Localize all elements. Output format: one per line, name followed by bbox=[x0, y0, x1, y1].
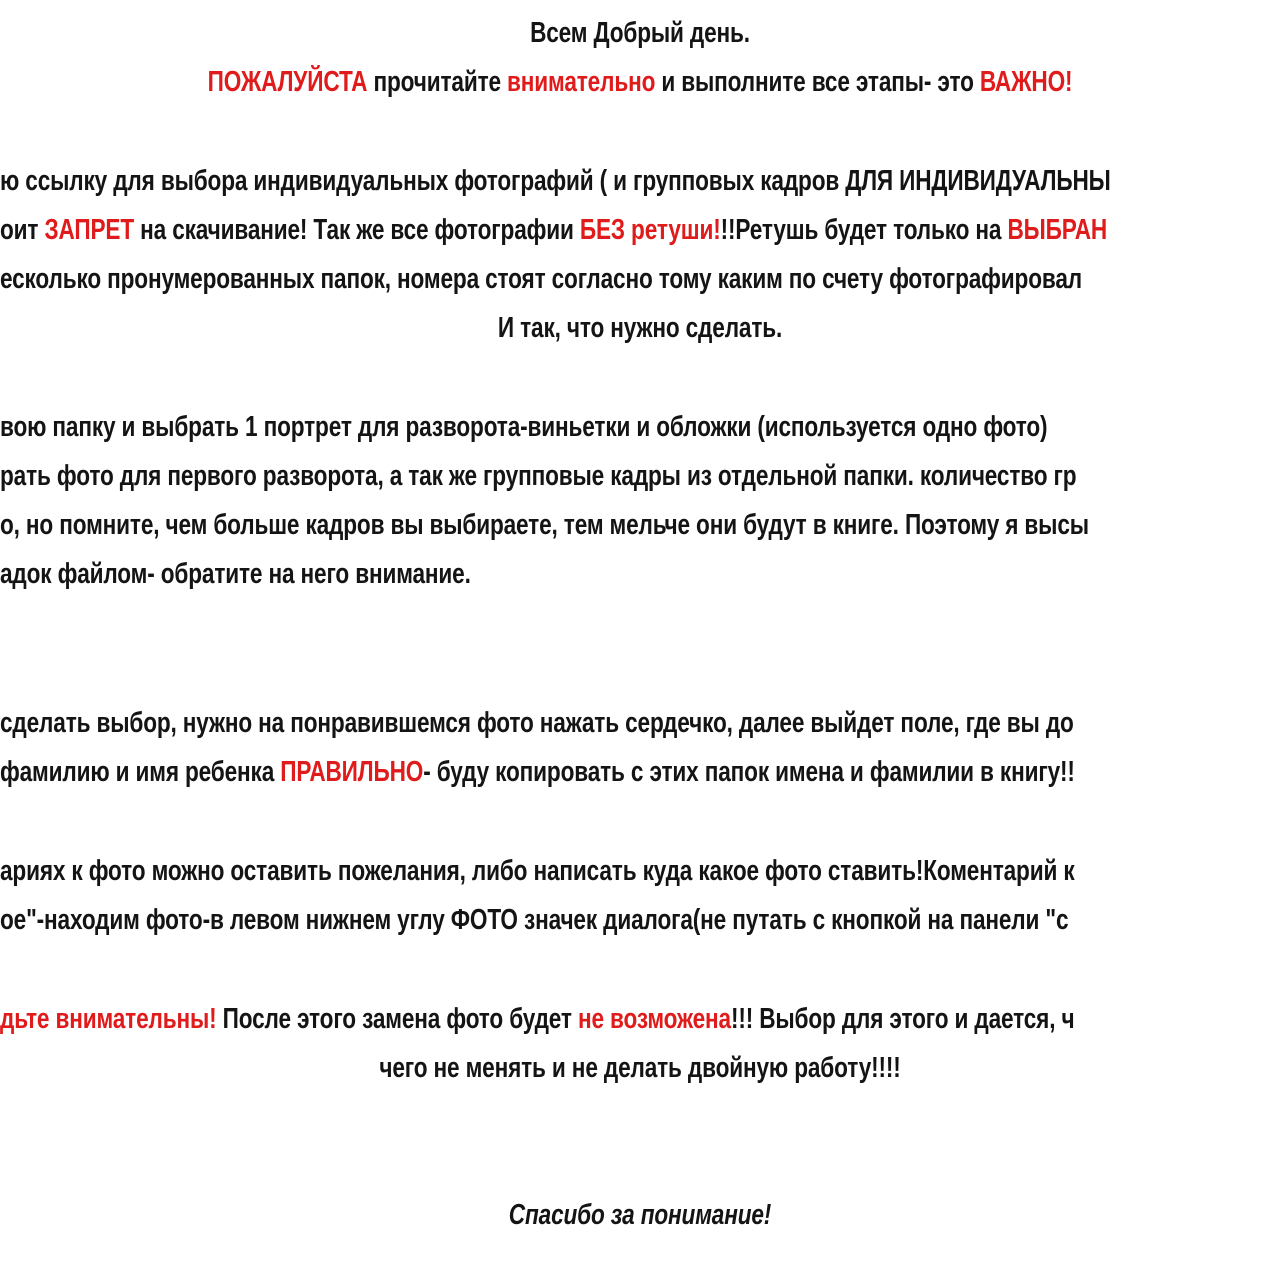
step-line: адок файлом- обратите на него внимание. bbox=[0, 558, 471, 590]
emphasis-text: БЕЗ ретуши! bbox=[579, 214, 721, 246]
emphasis-text: ЗАПРЕТ bbox=[44, 214, 135, 246]
step-line: о, но помните, чем больше кадров вы выбираете, тем мельче они будут в книге. Поэтому я высы bbox=[0, 509, 1089, 541]
emphasis-text: не возможена bbox=[577, 1003, 731, 1035]
comments-line: ариях к фото можно оставить пожелания, либо написать куда какое фото ставить!Коментарий к bbox=[0, 855, 1075, 887]
folders-line: есколько пронумерованных папок, номера стоят согласно тому каким по счету фотографировал bbox=[0, 263, 1082, 295]
emphasis-text: внимательно bbox=[507, 66, 656, 98]
dialog-line: ое"-находим фото-в левом нижнем углу ФОТО значек диалога(не путать с кнопкой на панели "с bbox=[0, 904, 1069, 936]
greeting-line: Всем Добрый день. bbox=[530, 17, 750, 49]
double-work-line: чего не менять и не делать двойную работу!!!! bbox=[379, 1052, 901, 1084]
step-line: вою папку и выбрать 1 портрет для разворота-виньетки и обложки (используется одно фото) bbox=[0, 411, 1048, 443]
what-to-do-line: И так, что нужно сделать. bbox=[497, 312, 783, 344]
step-line: рать фото для первого разворота, а так же групповые кадры из отдельной папки. количество гр bbox=[0, 460, 1077, 492]
please-read-line: ПОЖАЛУЙСТА прочитайте внимательно и выполните все этапы- это ВАЖНО! bbox=[207, 66, 1073, 98]
link-line: ю ссылку для выбора индивидуальных фотографий ( и групповых кадров ДЛЯ ИНДИВИДУАЛЬНЫ bbox=[0, 165, 1111, 197]
thanks-line: Спасибо за понимание! bbox=[508, 1199, 772, 1231]
emphasis-text: ПРАВИЛЬНО bbox=[280, 756, 424, 788]
careful-line: дьте внимательны! После этого замена фото будет не возможена!!! Выбор для этого и дается, ч bbox=[0, 1003, 1075, 1035]
emphasis-text: ПОЖАЛУЙСТА bbox=[207, 66, 368, 98]
choice-line: сделать выбор, нужно на понравившемся фото нажать сердечко, далее выйдет поле, где вы до bbox=[0, 707, 1074, 739]
emphasis-text: дьте внимательны! bbox=[0, 1003, 217, 1035]
ban-line: оит ЗАПРЕТ на скачивание! Так же все фотографии БЕЗ ретуши!!!Ретушь будет только на ВЫБРАН bbox=[0, 214, 1108, 246]
emphasis-text: ВАЖНО! bbox=[979, 66, 1073, 98]
emphasis-text: ВЫБРАН bbox=[1007, 214, 1108, 246]
name-line: фамилию и имя ребенка ПРАВИЛЬНО- буду копировать с этих папок имена и фамилии в книгу!! bbox=[0, 756, 1075, 788]
